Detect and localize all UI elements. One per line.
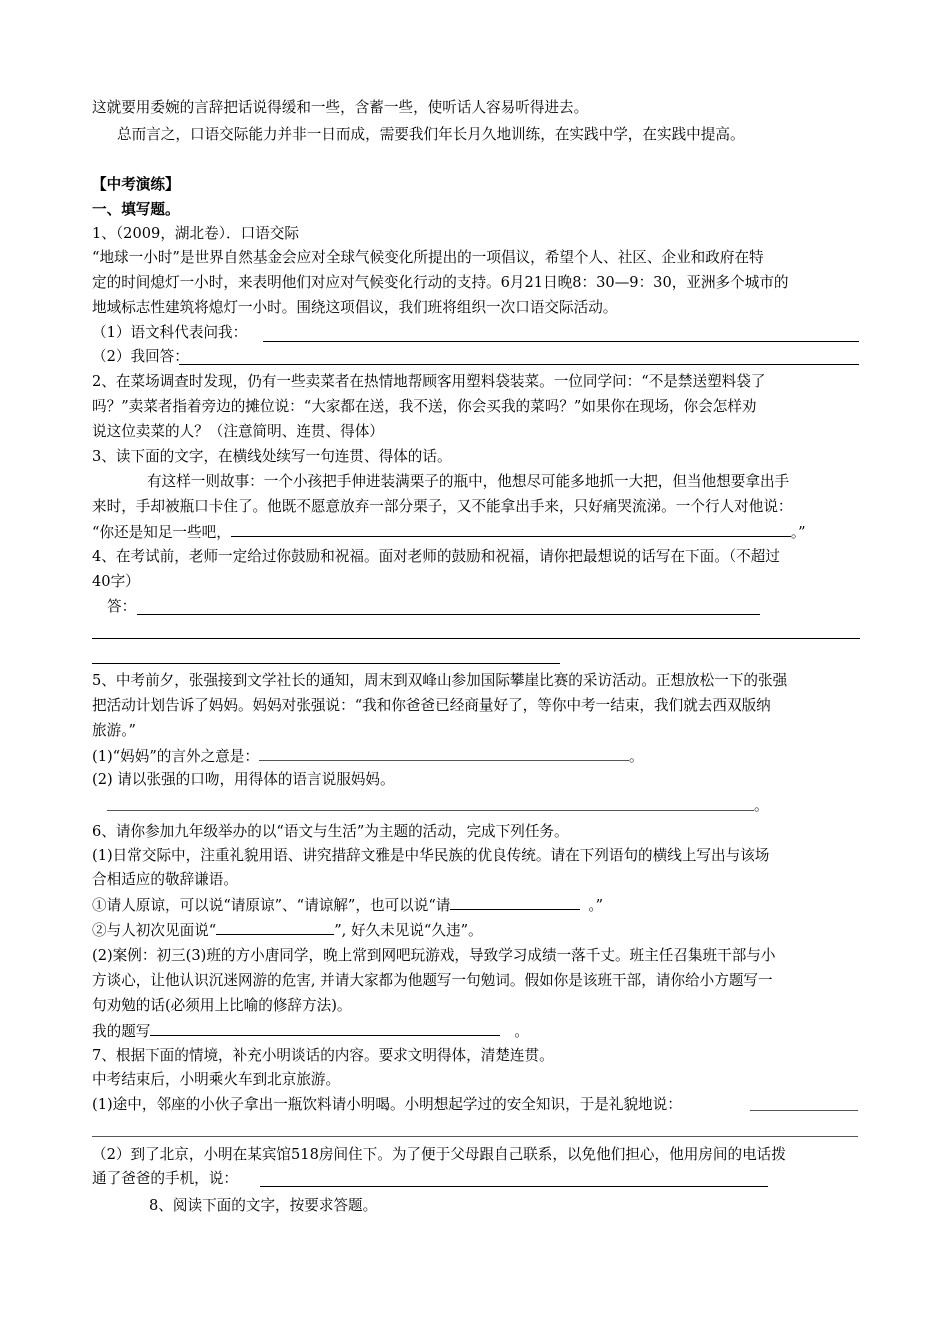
q1-answer-1-label: （1）语文科代表问我：: [92, 324, 248, 341]
q3-paragraph-2: 来时，手却被瓶口卡住了。他既不愿意放弃一部分栗子，又不能拿出手来，只好痛哭流涕。一个行人对他说：: [92, 498, 793, 515]
q4-answer-label: 答：: [107, 598, 137, 615]
q6-paragraph-3: (2)案例：初三(3)班的方小唐同学，晚上常到网吧玩游戏，导致学习成绩一落千丈。班主任召集班干部与小: [92, 947, 776, 964]
q5-sub-1: [92, 746, 862, 767]
q3-heading: 3、读下面的文字，在横线处续写一句连贯、得体的话。: [92, 448, 452, 465]
q3-answer-line[interactable]: [231, 522, 791, 537]
q1-answer-2-line[interactable]: [179, 364, 859, 365]
q5-sub-1-line[interactable]: [259, 746, 629, 761]
q6-paragraph-2: 合相适应的敬辞谦语。: [92, 871, 238, 888]
q7-sub-2-line-1: （2）到了北京，小明在某宾馆518房间住下。为了便于父母跟自己联系，以免他们担心，他用房间的电话拨: [92, 1146, 786, 1163]
q6-paragraph-1: (1)日常交际中，注重礼貌用语、讲究措辞文雅是中华民族的优良传统。请在下列语句的横线上写出与该场: [92, 847, 770, 864]
q6-case-1-text: ①请人原谅，可以说“请原谅”、“请谅解”，也可以说“请: [92, 897, 451, 914]
q5-sub-1-end: 。: [628, 748, 644, 765]
q3-prompt: “你还是知足一些吧，: [92, 524, 231, 541]
q6-case-2-text: ②与人初次见面说“: [92, 922, 217, 939]
intro-line-2: 总而言之，口语交际能力并非一日而成，需要我们年长月久地训练，在实践中学，在实践中提高。: [117, 126, 745, 143]
q5-paragraph-3: 旅游。”: [92, 722, 136, 739]
section-title: 【中考演练】: [92, 176, 180, 193]
q4-answer-line-3[interactable]: [92, 663, 560, 664]
q6-case-1: [92, 895, 862, 916]
q1-paragraph-3: 地域标志性建筑将熄灯一小时。围绕这项倡议，我们班将组织一次口语交际活动。: [92, 299, 618, 316]
q6-case-1-line[interactable]: [450, 895, 580, 910]
q6-paragraph-5: 句劝勉的话(必须用上比喻的修辞方法)。: [92, 997, 352, 1014]
q3-closing: 。”: [790, 524, 806, 541]
q1-paragraph-2: 定的时间熄灯一小时，来表明他们对应对气候变化行动的支持。6月21日晚8：30—9：30，亚洲多个城市的: [92, 274, 789, 291]
q6-case-2-end: ”, 好久未见说“久违”。: [334, 922, 483, 939]
q1-answer-1-line[interactable]: [263, 341, 859, 342]
q6-case-2: [92, 920, 862, 941]
q7-sub-1-line-a[interactable]: [750, 1110, 858, 1111]
q4-paragraph-2: 40字）: [92, 573, 140, 590]
q5-sub-1-label: (1)“妈妈”的言外之意是：: [92, 748, 259, 765]
q8-heading: 8、阅读下面的文字，按要求答题。: [149, 1197, 378, 1214]
q2-paragraph-3: 说这位卖菜的人？（注意简明、连贯、得体）: [92, 423, 384, 440]
q6-my-inscription-label: 我的题写: [92, 1023, 151, 1040]
q6-case-2-line[interactable]: [216, 920, 334, 935]
q6-my-inscription: [92, 1021, 862, 1042]
q4-answer-line-1[interactable]: [137, 614, 760, 615]
intro-line-1: 这就要用委婉的言辞把话说得缓和一些，含蓄一些，使听话人容易听得进去。: [92, 99, 589, 116]
q6-paragraph-4: 方谈心，让他认识沉迷网游的危害, 并请大家都为他题写一句勉词。假如你是该班干部，请你给小方题写一: [92, 972, 773, 989]
q2-paragraph-1: 2、在菜场调查时发现，仍有一些卖菜者在热情地帮顾客用塑料袋装菜。一位同学问：“不是禁送塑料袋了: [92, 373, 766, 390]
q3-paragraph-3: [92, 522, 862, 543]
q6-heading: 6、请你参加九年级举办的以“语文与生活”为主题的活动，完成下列任务。: [92, 823, 569, 840]
q5-paragraph-2: 把活动计划告诉了妈妈。妈妈对张强说：“我和你爸爸已经商量好了，等你中考一结束，我们就去西双版纳: [92, 697, 771, 714]
q7-sub-2-line-2: 通了爸爸的手机，说：: [92, 1170, 238, 1187]
q5-sub-2-end: 。: [754, 797, 769, 814]
q1-heading: 1、（2009，湖北卷）．口语交际: [92, 225, 299, 242]
q5-sub-2-line[interactable]: [107, 810, 754, 811]
q7-heading: 7、根据下面的情境，补充小明谈话的内容。要求文明得体，清楚连贯。: [92, 1047, 554, 1064]
q2-paragraph-2: 吗？”卖菜者指着旁边的摊位说：“大家都在送，我不送，你会买我的菜吗？”如果你在现场，你会怎样劝: [92, 398, 757, 415]
q4-answer-line-2[interactable]: [92, 638, 860, 639]
q5-paragraph-1: 5、中考前夕，张强接到文学社长的通知，周末到双峰山参加国际攀崖比赛的采访活动。正想放松一下的张强: [92, 672, 788, 689]
q7-sub-1-line-b[interactable]: [92, 1136, 858, 1137]
q6-my-inscription-line[interactable]: [150, 1021, 500, 1036]
q7-sub-1: (1)途中，邻座的小伙子拿出一瓶饮料请小明喝。小明想起学过的安全知识，于是礼貌地说：: [92, 1096, 682, 1113]
q3-paragraph-1: 有这样一则故事：一个小孩把手伸进装满栗子的瓶中，他想尽可能多地抓一大把，但当他想要拿出手: [147, 473, 790, 490]
q6-my-inscription-end: 。: [514, 1023, 529, 1040]
q5-sub-2: (2) 请以张强的口吻，用得体的语言说服妈妈。: [92, 771, 395, 788]
q4-paragraph-1: 4、在考试前，老师一定给过你鼓励和祝福。面对老师的鼓励和祝福，请你把最想说的话写在下面。（不超过: [92, 548, 780, 565]
q6-case-1-end: 。”: [588, 897, 604, 914]
q7-paragraph-1: 中考结束后，小明乘火车到北京旅游。: [92, 1071, 341, 1088]
section-subtitle: 一、填写题。: [92, 201, 180, 218]
q1-answer-2-label: （2）我回答：: [92, 348, 189, 365]
q1-paragraph-1: “地球一小时”是世界自然基金会应对全球气候变化所提出的一项倡议，希望个人、社区、企业和政府在特: [92, 249, 764, 266]
q7-sub-2-answer-line[interactable]: [260, 1186, 768, 1187]
